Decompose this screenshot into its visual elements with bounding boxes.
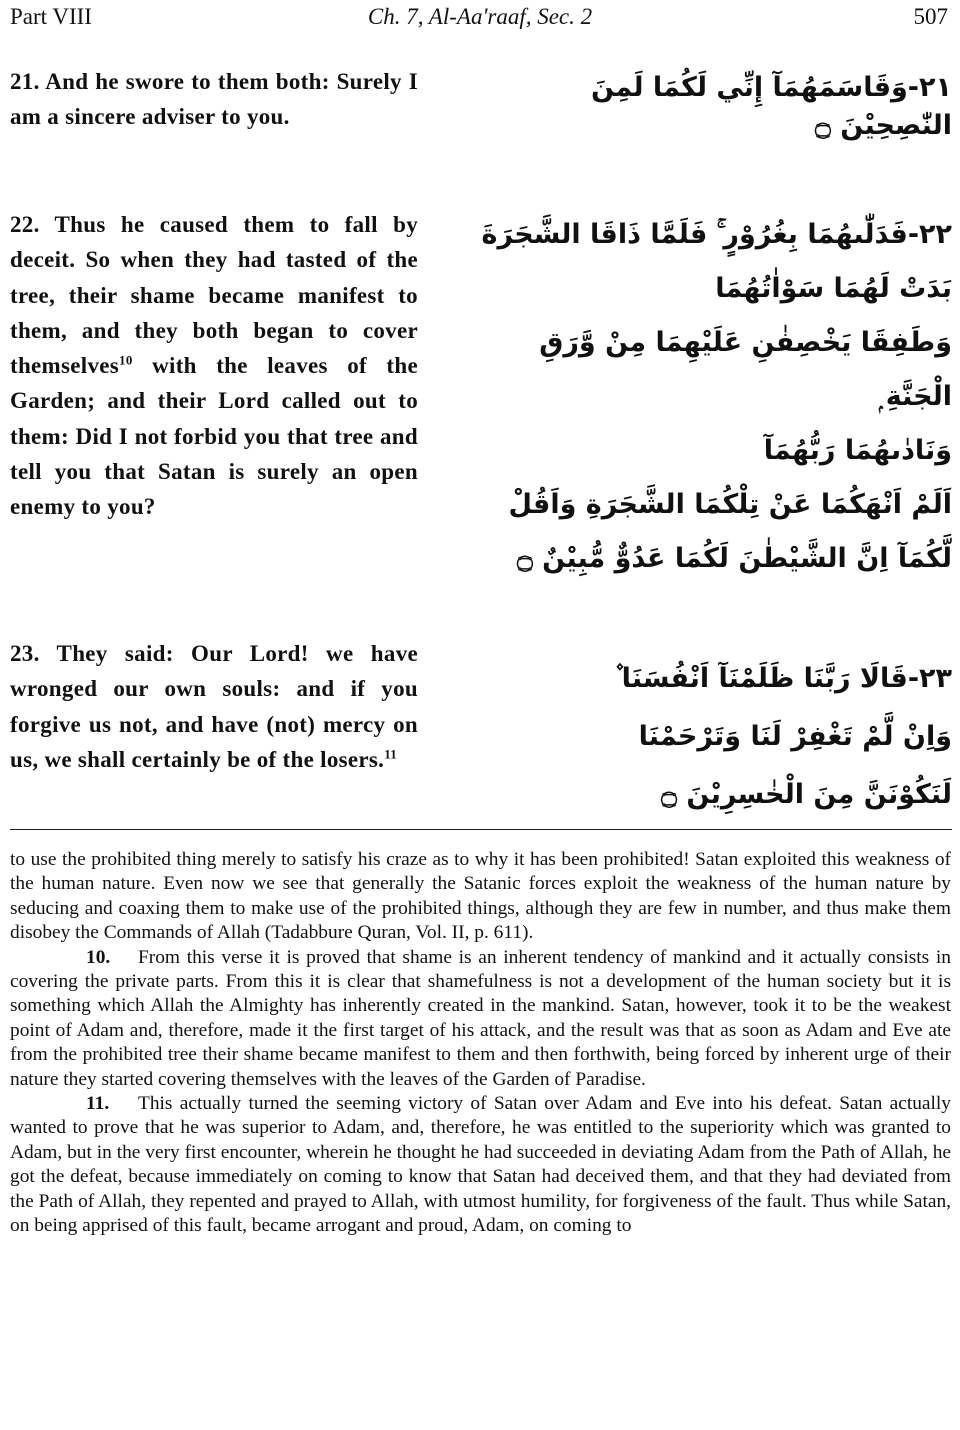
- arabic-line: الْجَنَّةِ ۭ: [879, 381, 952, 412]
- verse-text: with the leaves of the Garden; and their Lord called out to them: Did I not forbid you that tree and tell you that Satan is surely an open enemy to you?: [10, 353, 418, 520]
- arabic-line: وَنَادٰىهُمَا رَبُّهُمَآ: [763, 435, 952, 466]
- verse-21-translation: 21. And he swore to them both: Surely I am a sincere adviser to you.: [10, 69, 418, 130]
- verse-22-arabic: [481, 208, 952, 586]
- footnote-divider: [10, 829, 952, 830]
- arabic-line: وَاِنْ لَّمْ تَغْفِرْ لَنَا وَتَرْحَمْنَا: [638, 721, 952, 752]
- verse-23-translation: [10, 636, 418, 777]
- footnote-ref[interactable]: 10: [119, 352, 133, 368]
- arabic-line: لَنَكُوْنَنَّ مِنَ الْخٰسِرِيْنَ ۝: [661, 779, 952, 810]
- footnote-continued: to use the prohibited thing merely to satisfy his craze as to why it has been prohibited! Satan exploited this weakness of the human nature. Even now we see that generally the Satanic forces exploit the weakness of the human nature by seducing and coaxing them to make use of the prohibited things, although they are few in number, and thus make them disobey the Commands of Allah (Tadabbure Quran, Vol. II, p. 611).: [10, 849, 951, 944]
- verse-21-arabic: [520, 68, 952, 144]
- arabic-line: بَدَتْ لَهُمَا سَوْاٰتُهُمَا: [715, 273, 952, 304]
- page-number: 507: [913, 4, 948, 29]
- verse-22-translation: [10, 207, 418, 525]
- arabic-line: اَلَمْ اَنْهَكُمَا عَنْ تِلْكُمَا الشَّجَرَةِ وَاَقُلْ: [508, 489, 952, 520]
- part-label: Part VIII: [10, 4, 92, 29]
- footnote-text: This actually turned the seeming victory of Satan over Adam and Eve into his defeat. Satan actually wanted to prove that he was superior to Adam, and, therefore, he was entitled to the superiority which was granted to Adam, but in the very first encounter, wherein he thought he had succeeded in deviating Adam from the Path of Allah, he got the defeat, because immediately on coming to know that Satan had deceived them, and that they had deviated from the Path of Allah, they repented and prayed to Allah, with utmost humility, for forgiveness of the fault. Thus while Satan, on being apprised of this fault, became arrogant and proud, Adam, on coming to: [10, 1093, 951, 1237]
- footnote-number: 10.: [86, 946, 111, 968]
- chapter-heading: Ch. 7, Al-Aa'raaf, Sec. 2: [367, 4, 593, 29]
- arabic-line: ٢٣-قَالَا رَبَّنَا ظَلَمْنَآ اَنْفُسَنَا ۫: [614, 663, 952, 694]
- verse-23-arabic: [520, 650, 952, 824]
- arabic-line: النّٰصِحِيْنَ ۝: [814, 110, 952, 141]
- verse-text: 23. They said: Our Lord! we have wronged our own souls: and if you forgive us not, and have (not) mercy on us, we shall certainly be of the losers.: [10, 641, 418, 772]
- footnote-10: [10, 946, 951, 1092]
- arabic-line: ٢١-وَقَاسَمَهُمَآ إِنِّي لَكُمَا لَمِنَ: [590, 72, 952, 103]
- arabic-line: ٢٢-فَدَلّٰىهُمَا بِغُرُوْرٍ ۚ فَلَمَّا ذَاقَا الشَّجَرَةَ: [481, 219, 952, 250]
- footnote-11: [10, 1092, 951, 1238]
- verse-text: 22. Thus he caused them to fall by deceit. So when they had tasted of the tree, their shame became manifest to them, and they both began to cover themselves: [10, 212, 418, 379]
- arabic-line: وَطَفِقَا يَخْصِفٰنِ عَلَيْهِمَا مِنْ وَّرَقِ: [539, 327, 952, 358]
- footnotes: [10, 848, 951, 1239]
- footnote-text: From this verse it is proved that shame is an inherent tendency of mankind and it actually consists in covering the private parts. From this it is clear that shamefulness is not a development of the human society but it is something which Allah the Almighty has inherently created in the mankind. Satan, however, took it to be the weakest point of Adam and, therefore, made it the first target of his attack, and the result was that as soon as Adam and Eve ate from the prohibited tree their shame became manifest to them and then forthwith, being forced by inherent urge of their nature they started covering themselves with the leaves of the Garden of Paradise.: [10, 946, 951, 1090]
- arabic-line: لَّكُمَآ اِنَّ الشَّيْطٰنَ لَكُمَا عَدُوٌّ مُّبِيْنٌ ۝: [516, 543, 952, 574]
- footnote-ref[interactable]: 11: [384, 746, 398, 762]
- footnote-number: 11.: [86, 1093, 110, 1115]
